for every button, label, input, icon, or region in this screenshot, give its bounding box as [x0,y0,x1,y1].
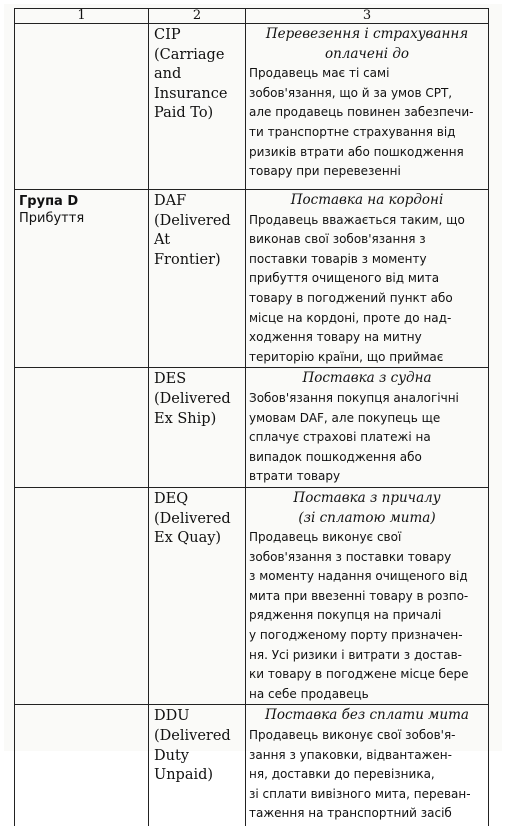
group-cell [15,487,149,705]
description-cell [246,487,489,705]
term-title: Поставка з судна [302,370,432,387]
term-label: CIP (Carriage and Insurance Paid To) [154,27,228,122]
term-label: DES (Delivered Ex Ship) [154,371,231,427]
term-description: Зобов'язання покупця аналогічні умовам DAF, але покупець ще сплачує страхові платежі на випадок пошкодження або втрати товару [249,390,459,484]
description-cell [246,705,489,826]
term-label: DDU (Delivered Duty Unpaid) [154,708,231,784]
term-description: Продавець виконує свої зобов'я- зання з упаковки, відвантажен- ня, доставки до перевізника, зі сплати вивізного мита, переван- таження на транспортний засіб [249,728,471,821]
incoterms-table [14,8,489,826]
term-title: Поставка без сплати мита [265,707,469,724]
group-cell [15,24,149,190]
term-cell [149,487,246,705]
term-description: Продавець виконує свої зобов'язання з поставки товару з моменту надання очищеного від мита при ввезенні товару в розпо- рядження покупця на причалі у погодженому порту призначен- ня. Усі ризики і витрати з достав- ки товару в погоджене місце бере на себе продавець [249,530,469,701]
group-title: Група D [19,194,79,209]
description-cell [246,190,489,368]
term-cell [149,190,246,368]
term-title: Поставка з причалу (зі сплатою мита) [293,489,441,526]
term-title: Поставка на кордоні [290,192,444,208]
table-row [15,487,489,705]
term-cell [149,368,246,488]
column-header: 2 [149,9,246,24]
header-row [15,9,489,24]
description-cell [246,368,489,488]
term-label: DAF (Delivered At Frontier) [154,193,231,268]
group-cell [15,705,149,826]
group-subtitle: Прибуття [19,211,85,226]
column-header: 1 [15,9,149,24]
column-header: 3 [246,9,489,24]
book-page [4,4,502,821]
table-row [15,368,489,488]
term-description: Продавець вважається таким, що виконав свої зобов'язання з поставки товарів з моменту прибуття очищеного від мита товару в погоджений пункт або місце на кордоні, проте до над- ходження товару на митну територію країни, що приймає [249,212,465,364]
table-row [15,705,489,826]
term-cell [149,24,246,190]
description-cell [246,24,489,190]
term-description: Продавець має ті самі зобов'язання, що й за умов CPT, але продавець повинен забезпечи- ти транспортне страхування від ризиків втрати або пошкодження товару при перевезенні [249,66,474,179]
group-cell [15,368,149,488]
table-row [15,24,489,190]
term-label: DEQ (Delivered Ex Quay) [154,490,231,547]
table-row [15,190,489,368]
group-cell [15,190,149,368]
term-title: Перевезення і страхування оплачені до [265,26,469,62]
term-cell [149,705,246,826]
